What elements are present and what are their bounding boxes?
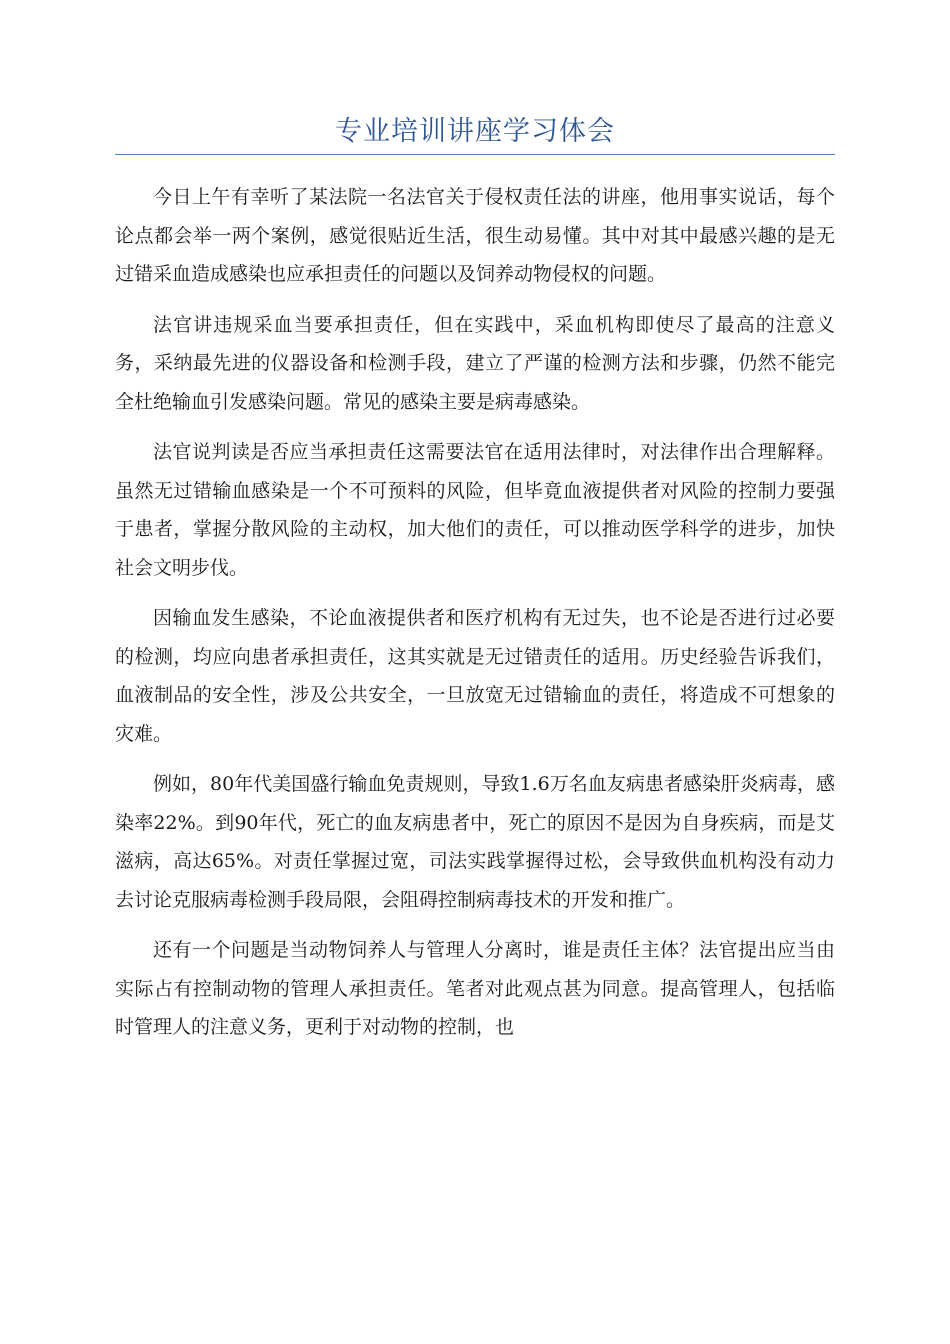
paragraph-5: 例如，80年代美国盛行输血免责规则，导致1.6万名血友病患者感染肝炎病毒，感染率22%。到90年代，死亡的血友病患者中，死亡的原因不是因为自身疾病，而是艾滋病，高达65%。对责任掌握过宽，司法实践掌握得过松，会导致供血机构没有动力去讨论克服病毒检测手段局限，会阻碍控制病毒技术的开发和推广。 [115, 773, 835, 911]
paragraph-1: 今日上午有幸听了某法院一名法官关于侵权责任法的讲座，他用事实说话，每个论点都会举一两个案例，感觉很贴近生活，很生动易懂。其中对其中最感兴趣的是无过错采血造成感染也应承担责任的问题以及饲养动物侵权的问题。 [115, 186, 835, 285]
paragraph-6: 还有一个问题是当动物饲养人与管理人分离时，谁是责任主体？法官提出应当由实际占有控制动物的管理人承担责任。笔者对此观点甚为同意。提高管理人，包括临时管理人的注意义务，更利于对动物的控制，也 [115, 939, 835, 1038]
document-title: 专业培训讲座学习体会 [335, 116, 615, 147]
title-underline [115, 154, 835, 155]
paragraph-2: 法官讲违规采血当要承担责任，但在实践中，采血机构即使尽了最高的注意义务，采纳最先进的仪器设备和检测手段，建立了严谨的检测方法和步骤，仍然不能完全杜绝输血引发感染问题。常见的感染主要是病毒感染。 [115, 313, 835, 413]
paragraph-4: 因输血发生感染，不论血液提供者和医疗机构有无过失，也不论是否进行过必要的检测，均应向患者承担责任，这其实就是无过错责任的适用。历史经验告诉我们，血液制品的安全性，涉及公共安全，一旦放宽无过错输血的责任，将造成不可想象的灾难。 [115, 607, 835, 745]
document-body [115, 178, 835, 1059]
paragraph-3: 法官说判读是否应当承担责任这需要法官在适用法律时，对法律作出合理解释。虽然无过错输血感染是一个不可预料的风险，但毕竟血液提供者对风险的控制力要强于患者，掌握分散风险的主动权，加大他们的责任，可以推动医学科学的进步，加快社会文明步伐。 [115, 441, 835, 579]
